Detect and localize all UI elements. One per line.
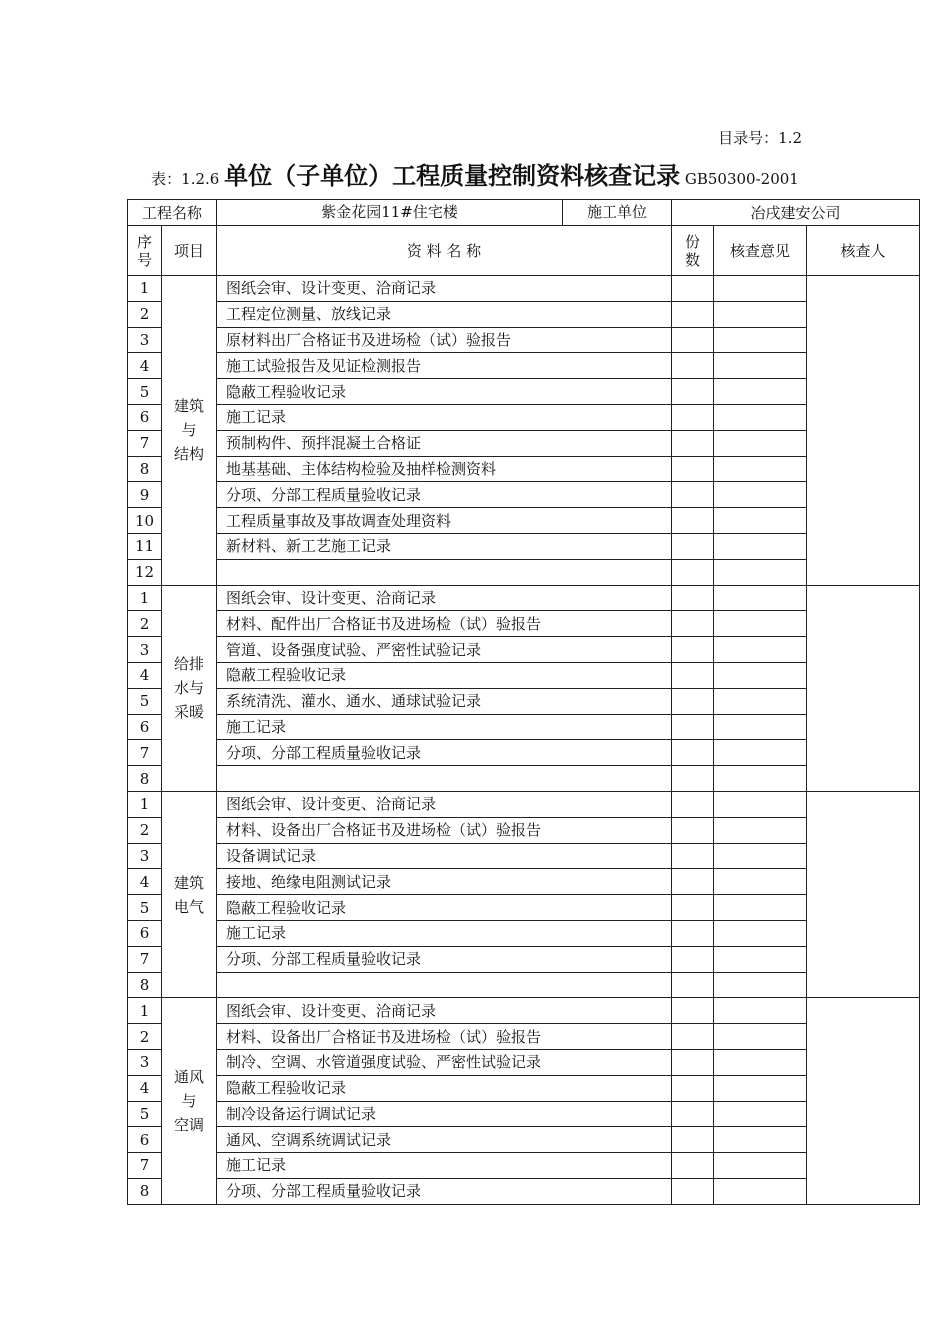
- category-label: 与: [181, 1092, 197, 1110]
- opinion-cell: [714, 1178, 807, 1204]
- table-row: [128, 740, 920, 766]
- seq-cell: 5: [128, 688, 162, 714]
- table-row: [128, 276, 920, 302]
- copies-cell: [672, 817, 714, 843]
- opinion-cell: [714, 1101, 807, 1127]
- copies-cell: [672, 1178, 714, 1204]
- column-header-row: [128, 226, 920, 276]
- project-name-cell: [217, 200, 672, 226]
- table-row: [128, 637, 920, 663]
- material-name-cell: 施工记录: [217, 920, 672, 946]
- opinion-cell: [714, 946, 807, 972]
- material-name-cell: 图纸会审、设计变更、洽商记录: [217, 998, 672, 1024]
- seq-cell: 3: [128, 327, 162, 353]
- opinion-cell: [714, 1049, 807, 1075]
- opinion-cell: [714, 456, 807, 482]
- material-name-cell: 分项、分部工程质量验收记录: [217, 946, 672, 972]
- catalog-number: 目录号：1.2: [718, 129, 802, 147]
- category-label: 建筑: [174, 873, 205, 892]
- table-row: [128, 688, 920, 714]
- seq-cell: 2: [128, 817, 162, 843]
- category-label: 电气: [174, 897, 205, 916]
- checker-cell: [807, 585, 920, 791]
- seq-cell: 4: [128, 1075, 162, 1101]
- table-row: [128, 301, 920, 327]
- material-name-cell: [217, 559, 672, 585]
- seq-cell: 1: [128, 276, 162, 302]
- copies-cell: [672, 740, 714, 766]
- copies-cell: [672, 508, 714, 534]
- material-name-cell: 通风、空调系统调试记录: [217, 1127, 672, 1153]
- checker-cell: [807, 998, 920, 1204]
- project-info-row: [128, 200, 920, 226]
- table-row: [128, 920, 920, 946]
- seq-cell: 5: [128, 1101, 162, 1127]
- category-label: 水与: [174, 679, 205, 698]
- opinion-cell: [714, 740, 807, 766]
- seq-cell: 5: [128, 895, 162, 921]
- seq-cell: 7: [128, 740, 162, 766]
- table-row: [128, 1153, 920, 1179]
- material-name-cell: 分项、分部工程质量验收记录: [217, 482, 672, 508]
- opinion-cell: [714, 301, 807, 327]
- table-row: [128, 791, 920, 817]
- opinion-cell: [714, 379, 807, 405]
- opinion-cell: [714, 972, 807, 998]
- opinion-cell: [714, 327, 807, 353]
- material-name-cell: 分项、分部工程质量验收记录: [217, 740, 672, 766]
- material-name-cell: [217, 972, 672, 998]
- copies-cell: [672, 482, 714, 508]
- seq-cell: 1: [128, 998, 162, 1024]
- seq-cell: 6: [128, 920, 162, 946]
- material-name-cell: 预制构件、预拌混凝土合格证: [217, 430, 672, 456]
- opinion-cell: [714, 869, 807, 895]
- category-cell: [162, 276, 217, 586]
- category-label: 与: [181, 421, 197, 440]
- category-cell: [162, 791, 217, 997]
- copies-cell: [672, 379, 714, 405]
- material-name-cell: 图纸会审、设计变更、洽商记录: [217, 791, 672, 817]
- category-label: 结构: [174, 445, 205, 464]
- copies-cell: [672, 353, 714, 379]
- seq-cell: 12: [128, 559, 162, 585]
- copies-cell: [672, 662, 714, 688]
- copies-cell: [672, 946, 714, 972]
- project-name-label: 工程名称: [128, 200, 217, 226]
- material-name-cell: 系统清洗、灌水、通水、通球试验记录: [217, 688, 672, 714]
- project-name-value: 紫金花园11#住宅楼: [321, 202, 458, 221]
- checker-header: 核查人: [807, 226, 920, 276]
- table-row: [128, 508, 920, 534]
- checker-cell: [807, 276, 920, 586]
- opinion-cell: [714, 276, 807, 302]
- item-header: 项目: [162, 226, 217, 276]
- opinion-cell: [714, 791, 807, 817]
- material-name-cell: 隐蔽工程验收记录: [217, 662, 672, 688]
- seq-cell: 10: [128, 508, 162, 534]
- table-row: [128, 430, 920, 456]
- opinion-cell: [714, 766, 807, 792]
- table-row: [128, 869, 920, 895]
- table-row: [128, 895, 920, 921]
- opinion-cell: [714, 1127, 807, 1153]
- material-name-cell: 工程质量事故及事故调查处理资料: [217, 508, 672, 534]
- copies-cell: [672, 869, 714, 895]
- opinion-cell: [714, 585, 807, 611]
- table-row: [128, 1178, 920, 1204]
- opinion-header: 核查意见: [714, 226, 807, 276]
- seq-cell: 11: [128, 533, 162, 559]
- table-row: [128, 327, 920, 353]
- copies-cell: [672, 611, 714, 637]
- table-row: [128, 1075, 920, 1101]
- table-row: [128, 404, 920, 430]
- table-row: [128, 817, 920, 843]
- seq-cell: 7: [128, 1153, 162, 1179]
- seq-cell: 1: [128, 791, 162, 817]
- copies-cell: [672, 1153, 714, 1179]
- table-row: [128, 946, 920, 972]
- category-label: 给排: [174, 655, 205, 674]
- category-label: 空调: [174, 1116, 205, 1134]
- copies-cell: [672, 972, 714, 998]
- seq-cell: 4: [128, 353, 162, 379]
- material-name-cell: 设备调试记录: [217, 843, 672, 869]
- material-name-cell: 图纸会审、设计变更、洽商记录: [217, 276, 672, 302]
- material-name-cell: 隐蔽工程验收记录: [217, 895, 672, 921]
- table-row: [128, 1127, 920, 1153]
- material-name-cell: 施工记录: [217, 714, 672, 740]
- copies-cell: [672, 559, 714, 585]
- opinion-cell: [714, 559, 807, 585]
- material-name-cell: 图纸会审、设计变更、洽商记录: [217, 585, 672, 611]
- table-row: [128, 559, 920, 585]
- material-name-cell: 施工记录: [217, 1153, 672, 1179]
- opinion-cell: [714, 895, 807, 921]
- copies-cell: [672, 430, 714, 456]
- material-name-cell: 材料、设备出厂合格证书及进场检（试）验报告: [217, 817, 672, 843]
- quality-control-checklist-table: [127, 199, 920, 1205]
- material-name-cell: [217, 766, 672, 792]
- opinion-cell: [714, 533, 807, 559]
- copies-cell: [672, 637, 714, 663]
- seq-cell: 7: [128, 430, 162, 456]
- material-name-cell: 地基基础、主体结构检验及抽样检测资料: [217, 456, 672, 482]
- copies-cell: [672, 895, 714, 921]
- table-row: [128, 482, 920, 508]
- material-name-cell: 制冷、空调、水管道强度试验、严密性试验记录: [217, 1049, 672, 1075]
- table-row: [128, 456, 920, 482]
- seq-cell: 9: [128, 482, 162, 508]
- table-row: [128, 972, 920, 998]
- material-name-cell: 施工记录: [217, 404, 672, 430]
- copies-cell: [672, 714, 714, 740]
- seq-cell: 6: [128, 404, 162, 430]
- opinion-cell: [714, 637, 807, 663]
- copies-cell: [672, 1075, 714, 1101]
- material-name-cell: 原材料出厂合格证书及进场检（试）验报告: [217, 327, 672, 353]
- material-name-cell: 材料、设备出厂合格证书及进场检（试）验报告: [217, 1024, 672, 1050]
- opinion-cell: [714, 430, 807, 456]
- table-row: [128, 843, 920, 869]
- seq-cell: 8: [128, 766, 162, 792]
- material-name-cell: 工程定位测量、放线记录: [217, 301, 672, 327]
- opinion-cell: [714, 1024, 807, 1050]
- seq-cell: 8: [128, 972, 162, 998]
- table-number: 表：1.2.6: [151, 170, 225, 188]
- material-name-cell: 管道、设备强度试验、严密性试验记录: [217, 637, 672, 663]
- table-row: [128, 353, 920, 379]
- opinion-cell: [714, 998, 807, 1024]
- copies-cell: [672, 585, 714, 611]
- copies-cell: [672, 766, 714, 792]
- copies-header: 份 数: [672, 226, 714, 276]
- opinion-cell: [714, 714, 807, 740]
- opinion-cell: [714, 353, 807, 379]
- copies-cell: [672, 1024, 714, 1050]
- table-row: [128, 998, 920, 1024]
- opinion-cell: [714, 404, 807, 430]
- table-row: [128, 533, 920, 559]
- seq-cell: 2: [128, 1024, 162, 1050]
- seq-cell: 4: [128, 869, 162, 895]
- copies-cell: [672, 533, 714, 559]
- table-row: [128, 1024, 920, 1050]
- seq-cell: 3: [128, 1049, 162, 1075]
- copies-cell: [672, 404, 714, 430]
- material-name-header: 资 料 名 称: [217, 226, 672, 276]
- document-title: [0, 156, 950, 191]
- copies-cell: [672, 327, 714, 353]
- opinion-cell: [714, 508, 807, 534]
- seq-cell: 8: [128, 1178, 162, 1204]
- seq-cell: 1: [128, 585, 162, 611]
- copies-cell: [672, 1101, 714, 1127]
- opinion-cell: [714, 662, 807, 688]
- category-label: 通风: [174, 1068, 205, 1086]
- seq-header: 序 号: [128, 226, 162, 276]
- seq-cell: 4: [128, 662, 162, 688]
- title-main: 单位（子单位）工程质量控制资料核查记录: [224, 162, 681, 190]
- category-label: 建筑: [174, 397, 205, 416]
- material-name-cell: 隐蔽工程验收记录: [217, 1075, 672, 1101]
- category-cell: [162, 585, 217, 791]
- table-row: [128, 1049, 920, 1075]
- copies-cell: [672, 301, 714, 327]
- category-cell: [162, 998, 217, 1204]
- construction-unit-label: 施工单位: [562, 200, 671, 225]
- opinion-cell: [714, 843, 807, 869]
- seq-cell: 6: [128, 714, 162, 740]
- material-name-cell: 接地、绝缘电阻测试记录: [217, 869, 672, 895]
- table-row: [128, 1101, 920, 1127]
- material-name-cell: 施工试验报告及见证检测报告: [217, 353, 672, 379]
- table-row: [128, 766, 920, 792]
- table-row: [128, 611, 920, 637]
- opinion-cell: [714, 920, 807, 946]
- checker-cell: [807, 791, 920, 997]
- opinion-cell: [714, 688, 807, 714]
- material-name-cell: 隐蔽工程验收记录: [217, 379, 672, 405]
- opinion-cell: [714, 817, 807, 843]
- material-name-cell: 分项、分部工程质量验收记录: [217, 1178, 672, 1204]
- copies-cell: [672, 688, 714, 714]
- standard-code: GB50300-2001: [680, 170, 799, 188]
- copies-cell: [672, 456, 714, 482]
- material-name-cell: 制冷设备运行调试记录: [217, 1101, 672, 1127]
- copies-cell: [672, 276, 714, 302]
- opinion-cell: [714, 1153, 807, 1179]
- opinion-cell: [714, 482, 807, 508]
- copies-cell: [672, 843, 714, 869]
- copies-cell: [672, 998, 714, 1024]
- seq-cell: 3: [128, 843, 162, 869]
- seq-cell: 6: [128, 1127, 162, 1153]
- table-row: [128, 379, 920, 405]
- table-row: [128, 585, 920, 611]
- copies-cell: [672, 791, 714, 817]
- copies-cell: [672, 920, 714, 946]
- seq-cell: 2: [128, 611, 162, 637]
- seq-cell: 5: [128, 379, 162, 405]
- construction-unit-value: 冶戌建安公司: [672, 200, 920, 226]
- material-name-cell: 新材料、新工艺施工记录: [217, 533, 672, 559]
- table-row: [128, 662, 920, 688]
- copies-cell: [672, 1049, 714, 1075]
- seq-cell: 8: [128, 456, 162, 482]
- category-label: 采暖: [174, 703, 205, 722]
- seq-cell: 7: [128, 946, 162, 972]
- seq-cell: 3: [128, 637, 162, 663]
- copies-cell: [672, 1127, 714, 1153]
- table-row: [128, 714, 920, 740]
- material-name-cell: 材料、配件出厂合格证书及进场检（试）验报告: [217, 611, 672, 637]
- seq-cell: 2: [128, 301, 162, 327]
- opinion-cell: [714, 611, 807, 637]
- opinion-cell: [714, 1075, 807, 1101]
